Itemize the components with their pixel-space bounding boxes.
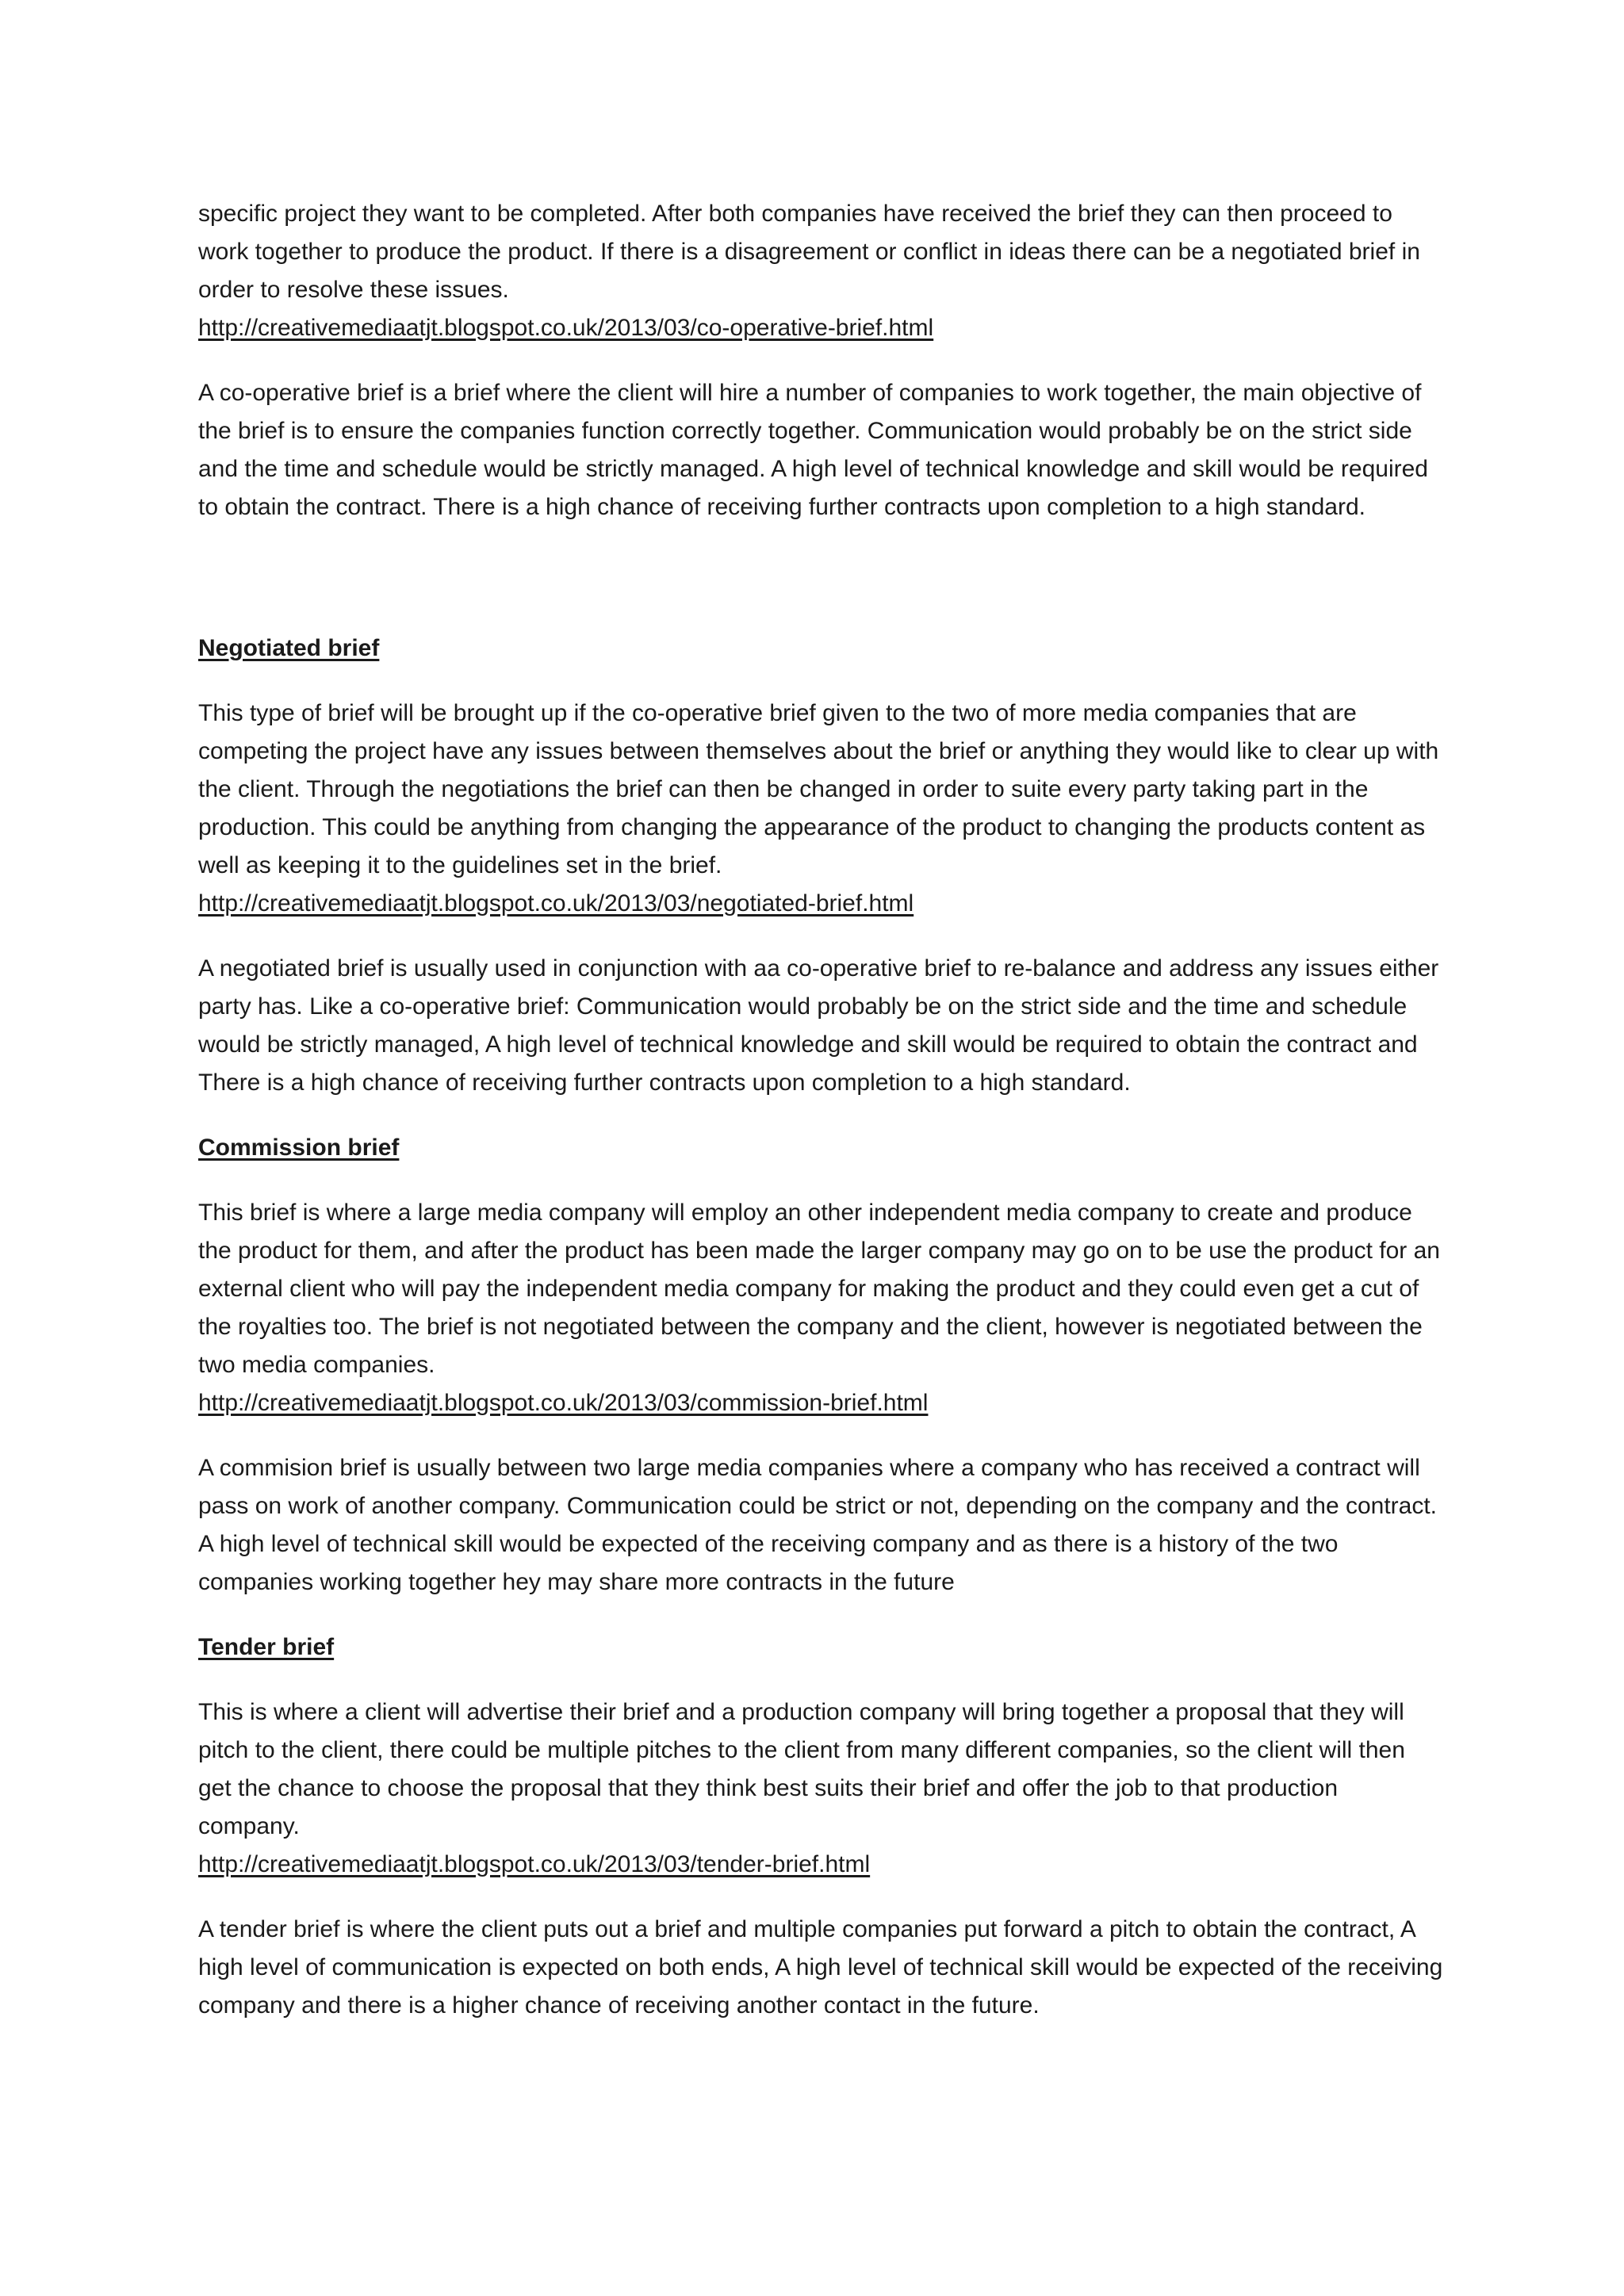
co-operative-brief-link[interactable]: http://creativemediaatjt.blogspot.co.uk/2013/03/co-operative-brief.html <box>198 315 934 341</box>
negotiated-summary-paragraph: A negotiated brief is usually used in conjunction with aa co-operative brief to re-balance and address any issues either party has. Like a co-operative brief: Communication would probably be on the strict side and the time and schedule would be strictly managed, A high level of technical knowledge and skill would be required to obtain the contract and There is a high chance of receiving further contracts upon completion to a high standard. <box>198 955 1439 1096</box>
commission-brief-link[interactable]: http://creativemediaatjt.blogspot.co.uk/2013/03/commission-brief.html <box>198 1390 929 1416</box>
section-spacer <box>198 553 1443 629</box>
tender-summary-paragraph: A tender brief is where the client puts out a brief and multiple companies put forward a pitch to obtain the contract, A high level of communication is expected on both ends, A high level of technical skill would be expected of the receiving company and there is a higher chance of receiving another contact in the future. <box>198 1916 1443 2019</box>
co-operative-summary-paragraph: A co-operative brief is a brief where the client will hire a number of companies to work together, the main objective of the brief is to ensure the companies function correctly together. Communication would probably be on the strict side and the time and schedule would be strictly managed. A high level of technical knowledge and skill would be required to obtain the contract. There is a high chance of receiving further contracts upon completion to a high standard. <box>198 380 1428 520</box>
negotiated-brief-paragraph: This type of brief will be brought up if the co-operative brief given to the two of more media companies that are competing the project have any issues between themselves about the brief or anything they would like to clear up with the client. Through the negotiations the brief can then be changed in order to suite every party taking part in the production. This could be anything from changing the appearance of the product to changing the products content as well as keeping it to the guidelines set in the brief. <box>198 700 1439 878</box>
document-page <box>198 195 1443 2052</box>
commission-brief-heading: Commission brief <box>198 1135 400 1161</box>
tender-brief-heading: Tender brief <box>198 1634 335 1660</box>
commission-summary-paragraph: A commision brief is usually between two large media companies where a company who has received a contract will pass on work of another company. Communication could be strict or not, depending on the company and the contract. A high level of technical skill would be expected of the receiving company and as there is a history of the two companies working together hey may share more contracts in the future <box>198 1455 1438 1595</box>
commission-brief-paragraph: This brief is where a large media company will employ an other independent media company to create and produce the product for them, and after the product has been made the larger company may go on to be use the product for an external client who will pay the independent media company for making the product and they could even get a cut of the royalties too. The brief is not negotiated between the company and the client, however is negotiated between the two media companies. <box>198 1200 1440 1378</box>
negotiated-brief-link[interactable]: http://creativemediaatjt.blogspot.co.uk/2013/03/negotiated-brief.html <box>198 890 914 916</box>
intro-paragraph: specific project they want to be completed. After both companies have received the brief they can then proceed to work together to produce the product. If there is a disagreement or conflict in ideas there can be a negotiated brief in order to resolve these issues. <box>198 201 1420 303</box>
negotiated-brief-heading: Negotiated brief <box>198 635 380 661</box>
tender-brief-link[interactable]: http://creativemediaatjt.blogspot.co.uk/2013/03/tender-brief.html <box>198 1851 871 1877</box>
tender-brief-paragraph: This is where a client will advertise their brief and a production company will bring together a proposal that they will pitch to the client, there could be multiple pitches to the client from many different companies, so the client will then get the chance to choose the proposal that they think best suits their brief and offer the job to that production company. <box>198 1699 1405 1839</box>
